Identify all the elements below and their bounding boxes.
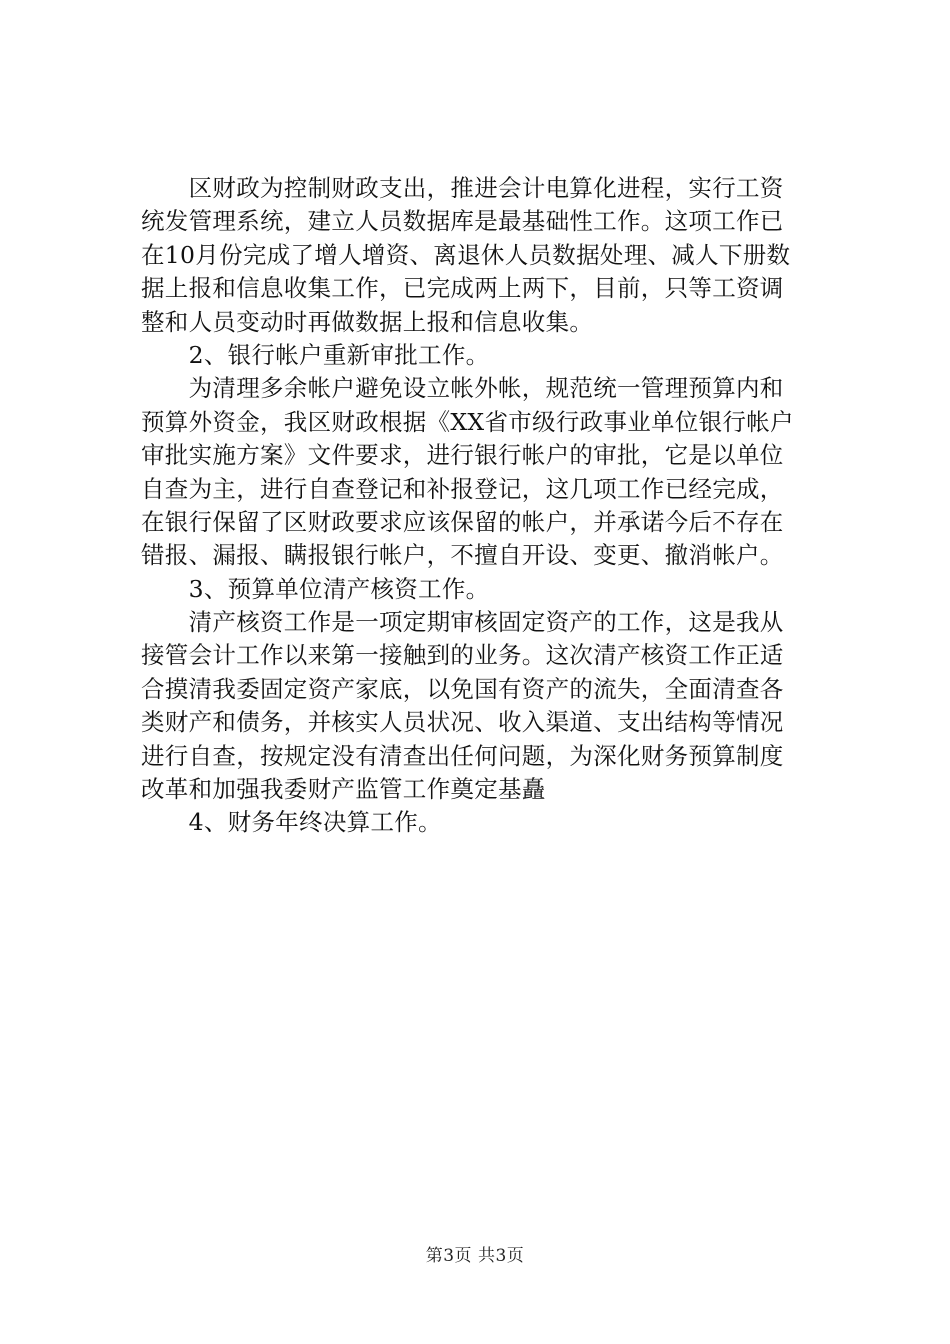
text-line: 错报、漏报、瞒报银行帐户，不擅自开设、变更、撤消帐户。 — [141, 541, 784, 570]
text-line: 清产核资工作是一项定期审核固定资产的工作，这是我从 — [141, 608, 784, 637]
text-line: 自查为主，进行自查登记和补报登记，这几项工作已经完成， — [141, 474, 784, 503]
text-line: 接管会计工作以来第一接触到的业务。这次清产核资工作正适 — [141, 641, 784, 670]
page-footer: 第3页 共3页 — [425, 1246, 525, 1266]
text-line: 据上报和信息收集工作，已完成两上两下，目前，只等工资调 — [141, 274, 784, 303]
text-line: 审批实施方案》文件要求，进行银行帐户的审批，它是以单位 — [141, 441, 784, 470]
text-line: 在银行保留了区财政要求应该保留的帐户，并承诺今后不存在 — [141, 507, 784, 536]
text-line: 类财产和债务，并核实人员状况、收入渠道、支出结构等情况 — [141, 708, 784, 737]
text-line: 整和人员变动时再做数据上报和信息收集。 — [141, 307, 594, 336]
text-line: 合摸清我委固定资产家底，以免国有资产的流失，全面清查各 — [141, 674, 784, 703]
section-heading: 2、银行帐户重新审批工作。 — [141, 340, 490, 369]
text-line: 在10月份完成了增人增资、离退休人员数据处理、减人下册数 — [141, 240, 791, 269]
text-line: 为清理多余帐户避免设立帐外帐，规范统一管理预算内和 — [141, 374, 784, 403]
section-heading: 4、财务年终决算工作。 — [141, 808, 442, 837]
text-line: 进行自查，按规定没有清查出任何问题，为深化财务预算制度 — [141, 741, 784, 770]
section-heading: 3、预算单位清产核资工作。 — [141, 574, 490, 603]
document-body — [141, 172, 831, 840]
text-line: 预算外资金，我区财政根据《XX省市级行政事业单位银行帐户 — [141, 407, 794, 436]
text-line: 区财政为控制财政支出，推进会计电算化进程，实行工资 — [141, 174, 784, 202]
text-line: 统发管理系统，建立人员数据库是最基础性工作。这项工作已 — [141, 207, 784, 236]
text-line: 改革和加强我委财产监管工作奠定基矗 — [141, 775, 546, 804]
